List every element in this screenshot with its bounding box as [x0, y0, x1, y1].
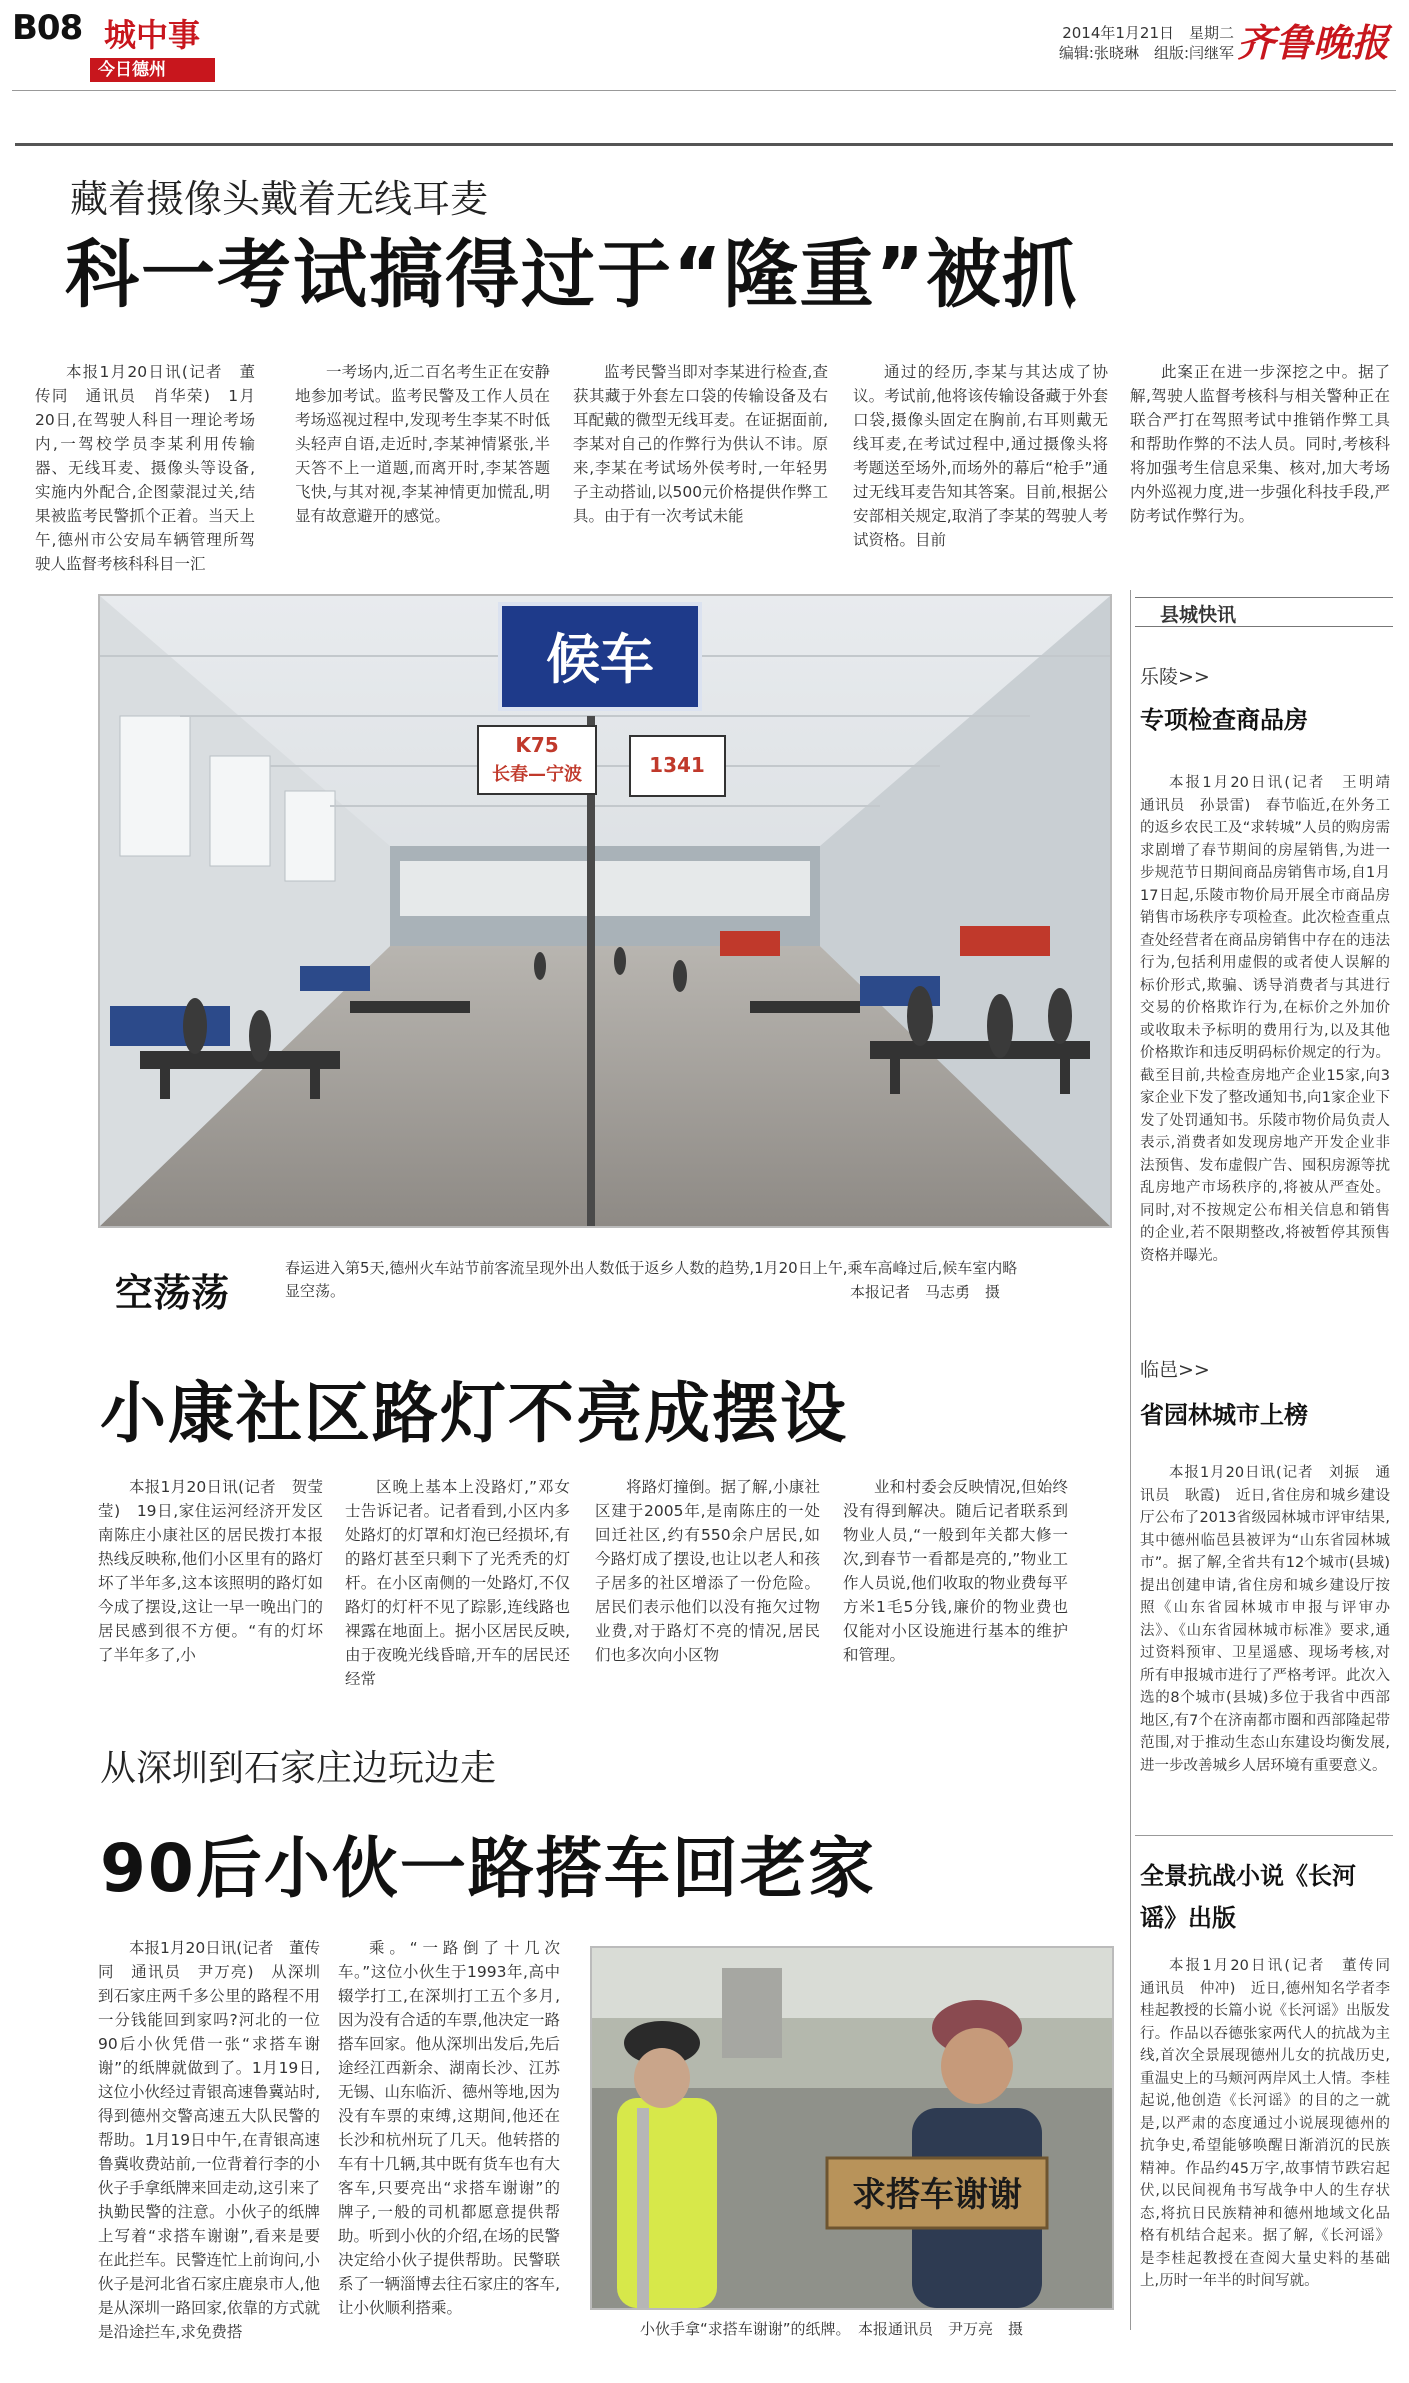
sidebar-title-rule — [1135, 626, 1393, 627]
story1-column-5: 此案正在进一步深挖之中。据了解,驾驶人监督考核科与相关警种正在联合严打在驾照考试中推销作弊工具和帮助作弊的不法人员。同时,考核科将加强考生信息采集、核对,加大考场内外巡视力度,进一步强化科技手段,严防考试作弊行为。 — [1130, 363, 1390, 525]
sidebar-item-1-headline: 专项检查商品房 — [1140, 706, 1308, 734]
sidebar-item-3-text: 本报1月20日讯(记者 董传同 通讯员 仲冲) 近日,德州知名学者李桂起教授的长篇小说《长河谣》出版发行。作品以吞德张家两代人的抗战为主线,首次全景展现德州儿女的抗战历史,重温史上的马颊河两岸风土人情。李桂起说,他创造《长河谣》的目的之一就是,以严肃的态度通过小说展现德州的抗争史,希望能够唤醒日渐消沉的民族精神。作品约45万字,故事情节跌宕起伏,以民间视角书写战争中人的生存状态,将抗日民族精神和德州地域文化品格有机结合起来。据了解,《长河谣》是李桂起教授在查阅大量史料的基础上,历时一年半的时间写就。 — [1140, 1958, 1405, 2289]
page-number: B08 — [12, 8, 83, 48]
story2-column-4: 业和村委会反映情况,但始终没有得到解决。随后记者联系到物业人员,“一般到年关都大修一次,到春节一看都是亮的,”物业工作人员说,他们收取的物业费每平方米1毛5分钱,廉价的物业费也仅能对小区设施进行基本的维护和管理。 — [843, 1478, 1068, 1664]
sidebar-item-3-headline: 全景抗战小说《长河谣》出版 — [1140, 1862, 1356, 1932]
photo2-sign-text: 求搭车谢谢 — [852, 2175, 1022, 2215]
story1-column-3: 监考民警当即对李某进行检查,查获其藏于外套左口袋的传输设备及右耳配戴的微型无线耳麦。在证据面前,李某对自己的作弊行为供认不讳。原来,李某在考试场外侯考时,一年轻男子主动搭讪,以500元价格提供作弊工具。由于有一次考试未能 — [573, 363, 828, 525]
story2-column-1: 本报1月20日讯(记者 贺莹莹) 19日,家住运河经济开发区南陈庄小康社区的居民拨打本报热线反映称,他们小区里有的路灯坏了半年多,这本该照明的路灯如今成了摆设,这让一早一晚出门的居民感到很不方便。“有的灯坏了半年多了,小 — [98, 1478, 323, 1664]
sidebar-item-2-headline: 省园林城市上榜 — [1140, 1401, 1308, 1429]
photo2-caption: 小伙手拿“求搭车谢谢”的纸牌。 本报通讯员 尹万亮 摄 — [640, 2320, 1024, 2338]
story1-column-4: 通过的经历,李某与其达成了协议。考试前,他将该传输设备藏于外套口袋,摄像头固定在胸前,右耳则戴无线耳麦,在考试过程中,通过摄像头将考题送至场外,而场外的幕后“枪手”通过无线耳麦告知其答案。目前,根据公安部相关规定,取消了李某的驾驶人考试资格。目前 — [853, 363, 1108, 549]
story2-column-2: 区晚上基本上没路灯,”邓女士告诉记者。记者看到,小区内多处路灯的灯罩和灯泡已经损坏,有的路灯甚至只剩下了光秃秃的灯杆。在小区南侧的一处路灯,不仅路灯的灯杆不见了踪影,连线路也裸露在地面上。据小区居民反映,由于夜晚光线昏暗,开车的居民还经常 — [345, 1478, 570, 1688]
photo-sign-side: 1341 — [649, 753, 705, 777]
top-rule — [15, 143, 1393, 146]
story1-column-1: 本报1月20日讯(记者 董传同 通讯员 肖华荣) 1月20日,在驾驶人科目一理论考场内,一驾校学员李某利用传输器、无线耳麦、摄像头等设备,实施内外配合,企图蒙混过关,结果被监考民警抓个正着。当天上午,德州市公安局车辆管理所驾驶人监督考核科科目一汇 — [35, 363, 255, 573]
photo-sign-route: 长春—宁波 — [492, 764, 582, 785]
photo1-caption: 春运进入第5天,德州火车站节前客流呈现外出人数低于返乡人数的趋势,1月20日上午,乘车高峰过后,候车室内略显空荡。 — [285, 1259, 1018, 1300]
sidebar-divider — [1130, 590, 1131, 2330]
sidebar-separator — [1135, 1835, 1393, 1836]
story3-column-1: 本报1月20日讯(记者 董传同 通讯员 尹万亮) 从深圳到石家庄两千多公里的路程不用一分钱能回到家吗?河北的一位90后小伙凭借一张“求搭车谢谢”的纸牌就做到了。1月19日,这位小伙经过青银高速鲁冀站时,得到德州交警高速五大队民警的帮助。1月19日中午,在青银高速鲁冀收费站前,一位背着行李的小伙子手拿纸牌来回走动,这引来了执勤民警的注意。小伙子的纸牌上写着“求搭车谢谢”,看来是要在此拦车。民警连忙上前询问,小伙子是河北省石家庄鹿泉市人,他是从深圳一路回家,依靠的方式就是沿途拦车,求免费搭 — [98, 1939, 320, 2341]
photo-sign-main: 候车 — [546, 628, 654, 691]
story2-column-3: 将路灯撞倒。据了解,小康社区建于2005年,是南陈庄的一处回迁社区,约有550余户居民,如今路灯成了摆设,也让以老人和孩子居多的社区增添了一份危险。居民们表示他们以没有拖欠过物业费,对于路灯不亮的情况,居民们也多次向小区物 — [595, 1478, 820, 1664]
editor-credit: 编辑:张晓琳 组版:闫继军 — [1058, 44, 1234, 62]
sidebar-item-1-place: 乐陵>> — [1140, 666, 1210, 688]
story1-headline: 科一考试搞得过于“隆重”被抓 — [65, 232, 1079, 318]
issue-date: 2014年1月21日 星期二 — [1062, 24, 1234, 42]
photo-sign-train: K75 — [515, 733, 559, 757]
story2-headline: 小康社区路灯不亮成摆设 — [100, 1375, 848, 1452]
hitchhiker-photo — [590, 1946, 1114, 2310]
story3-kicker: 从深圳到石家庄边玩边走 — [100, 1748, 497, 1789]
story3-headline: 90后小伙一路搭车回老家 — [100, 1830, 876, 1907]
sidebar-item-2-place: 临邑>> — [1140, 1359, 1210, 1381]
photo1-caption-title: 空荡荡 — [115, 1271, 230, 1315]
section-title: 城中事 — [104, 16, 201, 54]
sidebar-item-2-text: 本报1月20日讯(记者 刘振 通讯员 耿霞) 近日,省住房和城乡建设厅公布了2013省级园林城市评审结果,其中德州临邑县被评为“山东省园林城市”。据了解,全省共有12个城市(县城)提出创建申请,省住房和城乡建设厅按照《山东省园林城市申报与评审办法》、《山东省园林城市标准》要求,通过资料预审、卫星遥感、现场考核,对所有申报城市进行了严格考评。此次入选的8个城市(县城)多位于我省中西部地区,有7个在济南都市圈和西部隆起带范围,对于推动生态山东建设均衡发展,进一步改善城乡人居环境有重要意义。 — [1140, 1465, 1390, 1774]
sidebar-item-1-text: 本报1月20日讯(记者 王明靖 通讯员 孙景雷) 春节临近,在外务工的返乡农民工及“求转城”人员的购房需求剧增了春节期间的房屋销售,为进一步规范节日期间商品房销售市场,自1月17日起,乐陵市物价局开展全市商品房销售市场秩序专项检查。此次检查重点查处经营者在商品房销售中存在的违法行为,包括利用虚假的或者使人误解的标价形式,欺骗、诱导消费者与其进行交易的价格欺诈行为,在标价之外加价或收取未予标明的费用行为,以及其他价格欺诈和违反明码标价规定的行为。截至目前,共检查房地产企业15家,向3家企业下发了整改通知书,向1家企业下发了处罚通知书。乐陵市物价局负责人表示,消费者如发现房地产开发企业非法预售、发布虚假广告、囤积房源等扰乱房地产市场秩序的,将被从严查处。同时,对不按规定公布相关信息和销售的企业,若不限期整改,将被暂停其预售资格并曝光。 — [1140, 775, 1405, 1264]
story1-column-2: 一考场内,近二百名考生正在安静地参加考试。监考民警及工作人员在考场巡视过程中,发现考生李某不时低头轻声自语,走近时,李某神情紧张,半天答不上一道题,而离开时,李某答题飞快,与其对视,李某神情更加慌乱,明显有故意避开的感觉。 — [295, 363, 550, 525]
waiting-room-photo — [98, 594, 1112, 1228]
story1-kicker: 藏着摄像头戴着无线耳麦 — [70, 177, 489, 221]
newspaper-logo: 齐鲁晚报 — [1236, 20, 1389, 65]
photo1-credit: 本报记者 马志勇 摄 — [850, 1283, 1001, 1301]
sub-section-bar: 今日德州 — [90, 58, 215, 82]
header-divider — [12, 90, 1396, 91]
story3-column-2: 乘。“一路倒了十几次车。”这位小伙生于1993年,高中辍学打工,在深圳打工五个多月,因为没有合适的车票,他决定一路搭车回家。他从深圳出发后,先后途经江西新余、湖南长沙、江苏无锡、山东临沂、德州等地,因为没有车票的束缚,这期间,他还在长沙和杭州玩了几天。他转搭的车有十几辆,其中既有货车也有大客车,只要亮出“求搭车谢谢”的牌子,一般的司机都愿意提供帮助。听到小伙的介绍,在场的民警决定给小伙子提供帮助。民警联系了一辆淄博去往石家庄的客车,让小伙顺利搭乘。 — [338, 1939, 560, 2317]
sidebar-title: 县城快讯 — [1160, 604, 1237, 626]
sidebar-top-rule — [1135, 597, 1393, 598]
